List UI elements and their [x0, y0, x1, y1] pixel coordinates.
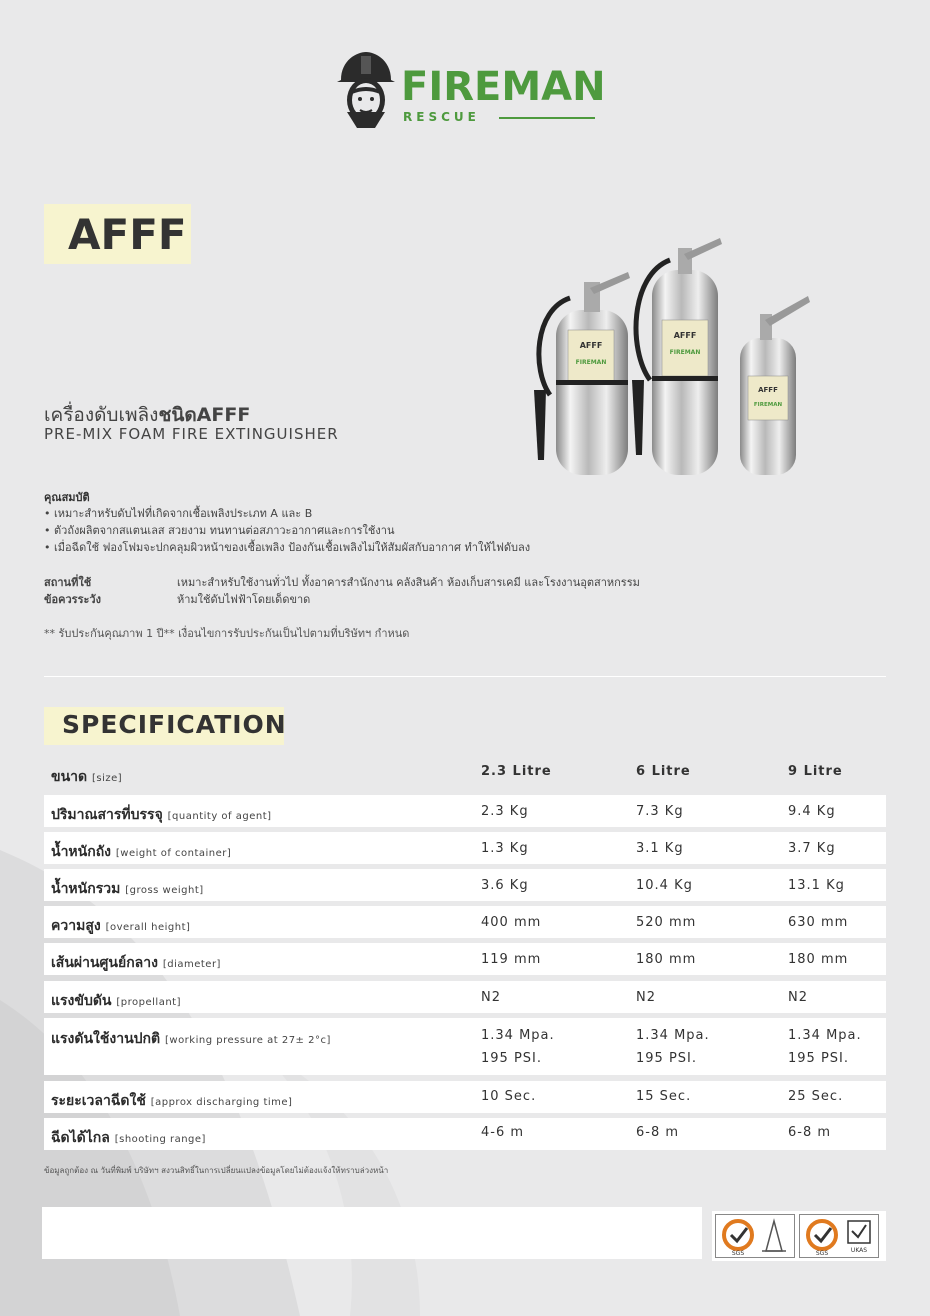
table-row	[44, 869, 886, 901]
ukas-certification-icon	[799, 1214, 879, 1258]
svg-text:FIREMAN: FIREMAN	[753, 402, 783, 408]
spec-value: 3.1 Kg	[636, 841, 684, 856]
extinguisher-medium	[534, 272, 630, 475]
usage-row	[44, 573, 640, 591]
section-divider	[44, 676, 886, 677]
spec-header-label: ขนาด [size]	[51, 769, 123, 785]
spec-heading-badge	[44, 707, 287, 745]
fireman-head-icon	[335, 50, 397, 130]
spec-label: ความสูง [overall height]	[51, 918, 191, 934]
disclaimer-note: ข้อมูลถูกต้อง ณ วันที่พิมพ์ บริษัทฯ สงวนสิทธิ์ในการเปลี่ยนแปลงข้อมูลโดยไม่ต้องแจ้งให้ทราบล่วงหน้า	[44, 1166, 389, 1175]
table-row	[44, 832, 886, 864]
spec-value: 4-6 m	[481, 1125, 525, 1140]
table-row	[44, 795, 886, 827]
extinguisher-illustration	[520, 230, 820, 480]
caution-label: ข้อควรระวัง	[44, 593, 101, 606]
spec-value: 520 mm	[636, 915, 697, 930]
spec-label: ปริมาณสารที่บรรจุ [quantity of agent]	[51, 807, 272, 823]
spec-value: 10.4 Kg	[636, 878, 693, 893]
spec-value: 180 mm	[636, 952, 697, 967]
product-title-en: PRE-MIX FOAM FIRE EXTINGUISHER	[44, 425, 339, 443]
spec-header-row	[44, 758, 886, 788]
spec-value: 119 mm	[481, 952, 542, 967]
extinguisher-small	[740, 296, 810, 475]
usage-label: สถานที่ใช้	[44, 576, 92, 589]
svg-text:UKAS: UKAS	[850, 1247, 868, 1254]
svg-text:SGS: SGS	[815, 1250, 829, 1257]
spec-value: 195 PSI.	[788, 1051, 850, 1066]
spec-header-col: 9 Litre	[788, 764, 843, 779]
footer-blank-panel	[42, 1207, 702, 1259]
spec-value: 1.34 Mpa.	[788, 1028, 862, 1043]
spec-value: 3.6 Kg	[481, 878, 529, 893]
spec-label: แรงขับดัน [propellant]	[51, 993, 181, 1009]
spec-value: 400 mm	[481, 915, 542, 930]
spec-label: ฉีดได้ไกล [shooting range]	[51, 1130, 206, 1146]
sgs-certification-icon	[715, 1214, 795, 1258]
spec-value: 195 PSI.	[636, 1051, 698, 1066]
spec-value: 3.7 Kg	[788, 841, 836, 856]
spec-value: 15 Sec.	[636, 1089, 692, 1104]
brand-name: FIREMAN	[401, 64, 606, 110]
table-row	[44, 906, 886, 938]
spec-value: 13.1 Kg	[788, 878, 845, 893]
spec-header-col: 6 Litre	[636, 764, 691, 779]
product-title-th: เครื่องดับเพลิงชนิดAFFF	[44, 404, 251, 426]
spec-header-col: 2.3 Litre	[481, 764, 552, 779]
product-badge	[44, 204, 191, 264]
warranty-note: ** รับประกันคุณภาพ 1 ปี** เงื่อนไขการรับประกันเป็นไปตามที่บริษัทฯ กำหนด	[44, 627, 410, 640]
svg-text:AFFF: AFFF	[758, 386, 778, 394]
svg-text:FIREMAN: FIREMAN	[669, 349, 701, 356]
svg-text:SGS: SGS	[731, 1250, 745, 1257]
spec-value: 630 mm	[788, 915, 849, 930]
brand-subtitle: RESCUE	[403, 110, 480, 124]
table-row	[44, 943, 886, 975]
table-row	[44, 1018, 886, 1075]
table-row	[44, 1118, 886, 1150]
spec-value: 1.34 Mpa.	[636, 1028, 710, 1043]
spec-label: เส้นผ่านศูนย์กลาง [diameter]	[51, 955, 221, 971]
spec-value: 7.3 Kg	[636, 804, 684, 819]
caution-value: ห้ามใช้ดับไฟฟ้าโดยเด็ดขาด	[177, 593, 311, 606]
spec-value: 180 mm	[788, 952, 849, 967]
spec-value: 9.4 Kg	[788, 804, 836, 819]
spec-label: น้ำหนักรวม [gross weight]	[51, 881, 204, 897]
spec-label: น้ำหนักถัง [weight of container]	[51, 844, 232, 860]
spec-value: N2	[788, 990, 808, 1005]
spec-value: N2	[636, 990, 656, 1005]
usage-value: เหมาะสำหรับใช้งานทั่วไป ทั้งอาคารสำนักงาน คลังสินค้า ห้องเก็บสารเคมี และโรงงานอุตสาหกรรม	[177, 576, 640, 589]
svg-text:FIREMAN: FIREMAN	[575, 359, 607, 366]
list-item: • ตัวถังผลิตจากสแตนเลส สวยงาม ทนทานต่อสภาวะอากาศและการใช้งาน	[44, 522, 530, 539]
features-list	[44, 505, 530, 556]
spec-value: 1.34 Mpa.	[481, 1028, 555, 1043]
brand-logo	[335, 50, 605, 130]
spec-value: 1.3 Kg	[481, 841, 529, 856]
table-row	[44, 981, 886, 1013]
features-heading: คุณสมบัติ	[44, 491, 90, 504]
spec-value: N2	[481, 990, 501, 1005]
spec-heading: SPECIFICATION	[62, 710, 287, 739]
svg-text:AFFF: AFFF	[579, 341, 603, 350]
spec-value: 195 PSI.	[481, 1051, 543, 1066]
list-item: • เหมาะสำหรับดับไฟที่เกิดจากเชื้อเพลิงประเภท A และ B	[44, 505, 530, 522]
svg-text:AFFF: AFFF	[673, 331, 697, 340]
spec-label: แรงดันใช้งานปกติ [working pressure at 27± 2°c]	[51, 1031, 331, 1047]
table-row	[44, 1081, 886, 1113]
spec-value: 2.3 Kg	[481, 804, 529, 819]
spec-label: ระยะเวลาฉีดใช้ [approx discharging time]	[51, 1093, 293, 1109]
spec-value: 6-8 m	[636, 1125, 680, 1140]
brand-underline	[499, 117, 595, 119]
list-item: • เมื่อฉีดใช้ ฟองโฟมจะปกคลุมผิวหน้าของเชื้อเพลิง ป้องกันเชื้อเพลิงไม่ให้สัมผัสกับอากาศ ทำให้ไฟดับลง	[44, 539, 530, 556]
spec-value: 25 Sec.	[788, 1089, 844, 1104]
certification-marks	[712, 1211, 886, 1261]
caution-row	[44, 590, 310, 608]
spec-value: 10 Sec.	[481, 1089, 537, 1104]
product-badge-text: AFFF	[68, 210, 187, 259]
spec-value: 6-8 m	[788, 1125, 832, 1140]
extinguisher-large	[632, 238, 722, 475]
